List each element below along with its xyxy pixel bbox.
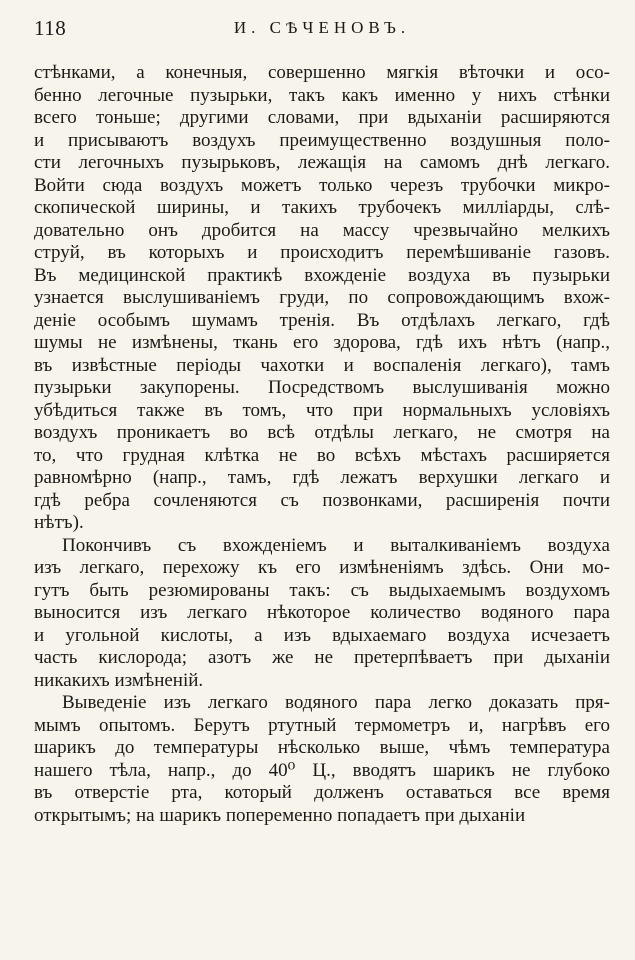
text-line: открытымъ; на шарикъ попеременно попадаетъ при дыханіи (34, 804, 526, 826)
text-line: сти легочныхъ пузырьковъ, лежащія на самомъ днѣ легкаго. (34, 152, 610, 173)
text-line: Войти сюда воздухъ можетъ только черезъ трубочки микро- (34, 174, 610, 196)
text-line: пузырьки закупорены. Посредствомъ выслушиванія можно (34, 377, 610, 398)
text-line: изъ легкаго, перехожу къ его измѣненіямъ здѣсь. Они мо- (34, 557, 610, 578)
text-line: убѣдиться также въ томъ, что при нормальныхъ условіяхъ (34, 399, 610, 421)
text-line: воздухъ проникаетъ во всѣ отдѣлы легкаго, не смотря на (34, 422, 610, 443)
text-line: бенно легочные пузырьки, такъ какъ именно у нихъ стѣнки (34, 84, 610, 106)
text-line: Выведеніе изъ легкаго водяного пара легко доказать пря- (62, 692, 610, 713)
text-line: часть кислорода; азотъ же не претерпѣваетъ при дыханіи (34, 647, 610, 668)
running-head: И. СѢЧЕНОВЪ. (233, 18, 411, 37)
text-line: деніе особымъ шумамъ тренія. Въ отдѣлахъ легкаго, гдѣ (34, 309, 610, 331)
text-line: всего тоньше; другими словами, при вдыханіи расширяются (34, 107, 610, 128)
page-header (34, 14, 610, 42)
text-line: гутъ быть резюмированы такъ: съ выдыхаемымъ воздухомъ (34, 579, 610, 601)
paragraph (34, 535, 610, 693)
text-line: никакихъ измѣненій. (34, 669, 204, 691)
text-line: нѣтъ). (34, 512, 84, 533)
text-line: то, что грудная клѣтка не во всѣхъ мѣстахъ расширяется (34, 444, 610, 466)
paragraph (34, 62, 610, 535)
body-text (34, 62, 610, 827)
text-line: скопической ширины, и такихъ трубочекъ милліарды, слѣ- (34, 197, 610, 218)
text-line: мымъ опытомъ. Берутъ ртутный термометръ и, нагрѣвъ его (34, 714, 610, 736)
page-number: 118 (34, 16, 67, 40)
text-line: стѣнками, а конечныя, совершенно мягкія вѣточки и осо- (34, 62, 610, 83)
text-line: струй, въ которыхъ и происходитъ перемѣшиваніе газовъ. (34, 242, 610, 263)
text-line: узнается выслушиваніемъ груди, по сопровождающимъ вхож- (34, 287, 610, 308)
text-line: Въ медицинской практикѣ вхожденіе воздуха въ пузырьки (34, 264, 610, 286)
text-line: Покончивъ съ вхожденіемъ и выталкиваніемъ воздуха (62, 534, 610, 556)
text-line: и угольной кислоты, а изъ вдыхаемаго воздуха исчезаетъ (34, 624, 610, 646)
text-line: въ извѣстные періоды чахотки и воспаленія легкаго), тамъ (34, 354, 610, 376)
text-line: гдѣ ребра сочленяются съ позвонками, расширенія почти (34, 489, 610, 511)
text-line: выносится изъ легкаго нѣкоторое количество водяного пара (34, 602, 610, 623)
text-line: нашего тѣла, напр., до 40⁰ Ц., вводятъ шарикъ не глубоко (34, 759, 610, 781)
text-line: равномѣрно (напр., тамъ, гдѣ лежатъ верхушки легкаго и (34, 467, 610, 488)
text-line: въ отверстіе рта, который долженъ оставаться все время (34, 782, 610, 803)
text-line: довательно онъ дробится на массу чрезвычайно мелкихъ (34, 219, 610, 241)
text-line: шумы не измѣнены, ткань его здорова, гдѣ ихъ нѣтъ (напр., (34, 332, 610, 353)
paragraph (34, 692, 610, 827)
text-line: и присываютъ воздухъ преимущественно воздушныя поло- (34, 129, 610, 151)
text-line: шарикъ до температуры нѣсколько выше, чѣмъ температура (34, 737, 610, 758)
